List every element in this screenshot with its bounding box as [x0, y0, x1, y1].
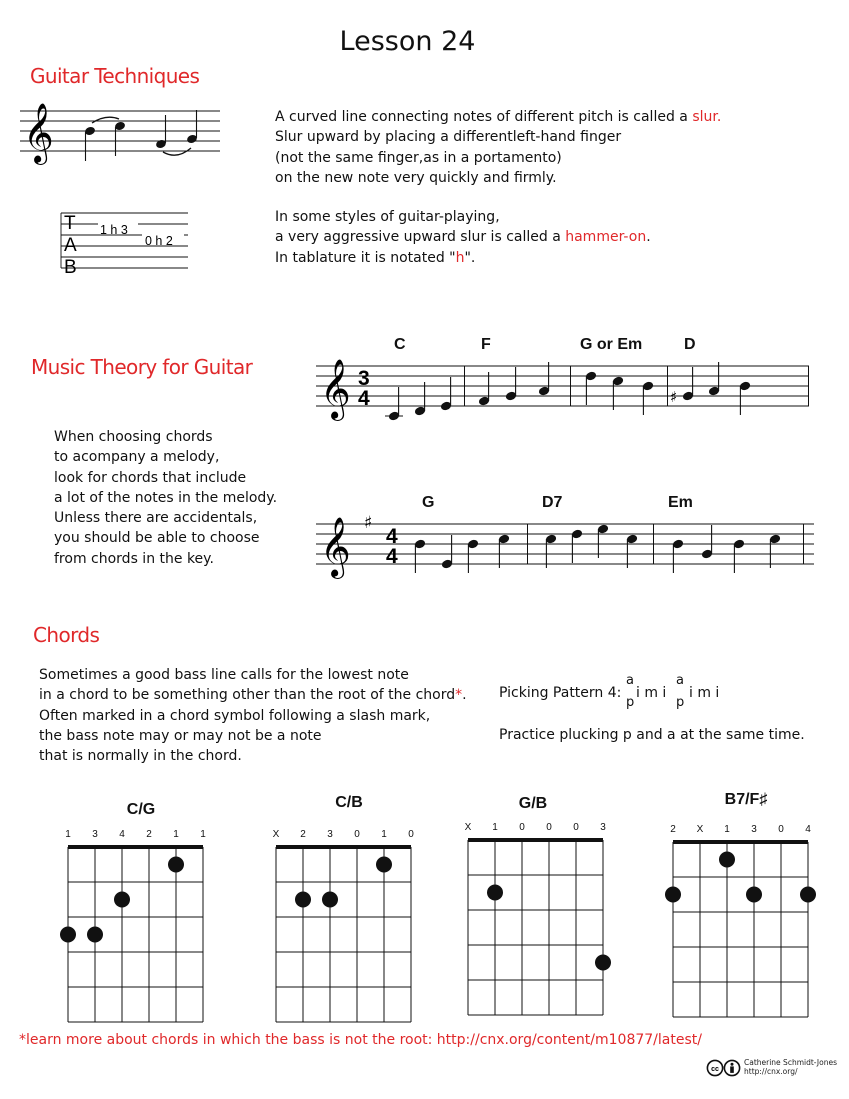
- tab-line-2: 0 h 2: [145, 234, 173, 248]
- finger-number: 3: [327, 829, 333, 840]
- credit-author: Catherine Schmidt-Jones: [744, 1058, 837, 1067]
- finger-dot: [376, 857, 392, 873]
- finger-p: p: [676, 695, 685, 710]
- credit-url: http://cnx.org/: [744, 1067, 798, 1076]
- section-heading-chords: Chords: [33, 623, 100, 647]
- finger-number: 1: [492, 822, 498, 833]
- time-sig-top: 4: [386, 525, 398, 548]
- finger-number: 3: [600, 822, 606, 833]
- sharp-icon: ♯: [670, 388, 678, 406]
- picking-pattern: [499, 672, 799, 716]
- finger-number: 1: [724, 824, 730, 835]
- finger-number: 0: [408, 829, 414, 840]
- time-sig-bottom: 4: [358, 387, 370, 410]
- treble-clef-icon: 𝄞: [23, 103, 54, 163]
- finger-dot: [60, 927, 76, 943]
- page-title: Lesson 24: [339, 26, 476, 57]
- chord-symbol: C: [394, 336, 406, 353]
- finger-number: 0: [546, 822, 552, 833]
- finger-number: X: [464, 822, 472, 833]
- slur-explanation: A curved line connecting notes of different pitch is called a slur. Slur upward by placing a differentleft-hand finger (not the same finger,as in a portamento) on the new note very quickly and firmly.: [275, 109, 722, 186]
- section-heading-theory: Music Theory for Guitar: [31, 355, 253, 379]
- fretboard: [58, 827, 228, 1025]
- tab-letter-a: A: [64, 235, 77, 256]
- treble-clef-icon: 𝄞: [320, 517, 351, 577]
- finger-imi: i m i: [689, 685, 720, 701]
- finger-dot: [746, 887, 762, 903]
- finger-number: 3: [92, 829, 98, 840]
- finger-number: X: [696, 824, 704, 835]
- finger-dot: [322, 892, 338, 908]
- finger-number: 1: [200, 829, 206, 840]
- finger-dot: [114, 892, 130, 908]
- finger-number: 1: [65, 829, 71, 840]
- slur-staff: [20, 100, 220, 175]
- license-credit: [706, 1058, 836, 1080]
- finger-dot: [595, 955, 611, 971]
- chord-name: B7/F♯: [724, 791, 768, 808]
- chord-symbol: Em: [668, 494, 693, 511]
- finger-number: 0: [519, 822, 525, 833]
- hammer-on-explanation: In some styles of guitar-playing, a very aggressive upward slur is called a hammer-on. In tablature it is notated "h".: [275, 209, 651, 266]
- chord-diagram-c-b: [266, 788, 436, 1018]
- chord-symbol: F: [481, 336, 491, 353]
- finger-dot: [87, 927, 103, 943]
- chord-symbol: G: [422, 494, 435, 511]
- theory-paragraph: When choosing chords to acompany a melody, look for chords that include a lot of the notes in the melody. Unless there are accidentals, you should be able to choose from chords in the key.: [54, 429, 278, 567]
- section-heading-techniques: Guitar Techniques: [30, 64, 200, 88]
- creative-commons-icon: [706, 1059, 742, 1077]
- chord-symbol: G or Em: [580, 336, 643, 353]
- tab-letter-t: T: [64, 213, 76, 234]
- key-signature-sharp: ♯: [364, 513, 373, 533]
- chord-name: G/B: [518, 795, 548, 812]
- finger-number: 0: [573, 822, 579, 833]
- finger-number: X: [272, 829, 280, 840]
- finger-dot: [665, 887, 681, 903]
- tab-letter-b: B: [64, 257, 77, 277]
- svg-text:cc: cc: [711, 1066, 719, 1073]
- fretboard: [266, 827, 436, 1025]
- finger-number: 2: [300, 829, 306, 840]
- time-sig-top: 3: [358, 367, 370, 390]
- finger-number: 1: [173, 829, 179, 840]
- fretboard: [663, 822, 833, 1020]
- melody-staff-1: [316, 330, 816, 430]
- finger-p: p: [626, 695, 635, 710]
- tablature: [58, 212, 190, 277]
- chord-diagram-g-b: [458, 790, 628, 1020]
- finger-dot: [295, 892, 311, 908]
- finger-a: a: [626, 673, 634, 688]
- finger-number: 0: [354, 829, 360, 840]
- treble-clef-icon: 𝄞: [320, 359, 351, 419]
- chord-name: C/B: [335, 794, 363, 811]
- footnote-link[interactable]: *learn more about chords in which the bass is not the root: http://cnx.org/content/m10877/latest/: [19, 1032, 702, 1048]
- finger-imi: i m i: [636, 685, 667, 701]
- finger-number: 2: [670, 824, 676, 835]
- chord-name: C/G: [126, 801, 156, 818]
- finger-dot: [800, 887, 816, 903]
- chord-symbol: D7: [542, 494, 563, 511]
- finger-number: 4: [805, 824, 811, 835]
- finger-number: 1: [381, 829, 387, 840]
- chord-diagram-b7-fsharp: [663, 786, 833, 1016]
- chords-paragraph: Sometimes a good bass line calls for the lowest note in a chord to be something other than the root of the chord*. Often marked in a chord symbol following a slash mark, the bass note may or may not be a note that is normally in the chord.: [39, 667, 467, 765]
- finger-number: 4: [119, 829, 125, 840]
- finger-dot: [168, 857, 184, 873]
- finger-number: 0: [778, 824, 784, 835]
- picking-pattern-label: Picking Pattern 4:: [499, 685, 622, 701]
- finger-number: 3: [751, 824, 757, 835]
- finger-a: a: [676, 673, 684, 688]
- finger-dot: [719, 852, 735, 868]
- fretboard: [458, 820, 628, 1018]
- finger-number: 2: [146, 829, 152, 840]
- melody-staff-2: [316, 488, 816, 588]
- chord-symbol: D: [684, 336, 696, 353]
- time-sig-bottom: 4: [386, 545, 398, 568]
- chord-diagram-c-g: [58, 795, 228, 1025]
- practice-note: Practice plucking p and a at the same time.: [499, 727, 805, 743]
- tab-line-1: 1 h 3: [100, 223, 128, 237]
- finger-dot: [487, 885, 503, 901]
